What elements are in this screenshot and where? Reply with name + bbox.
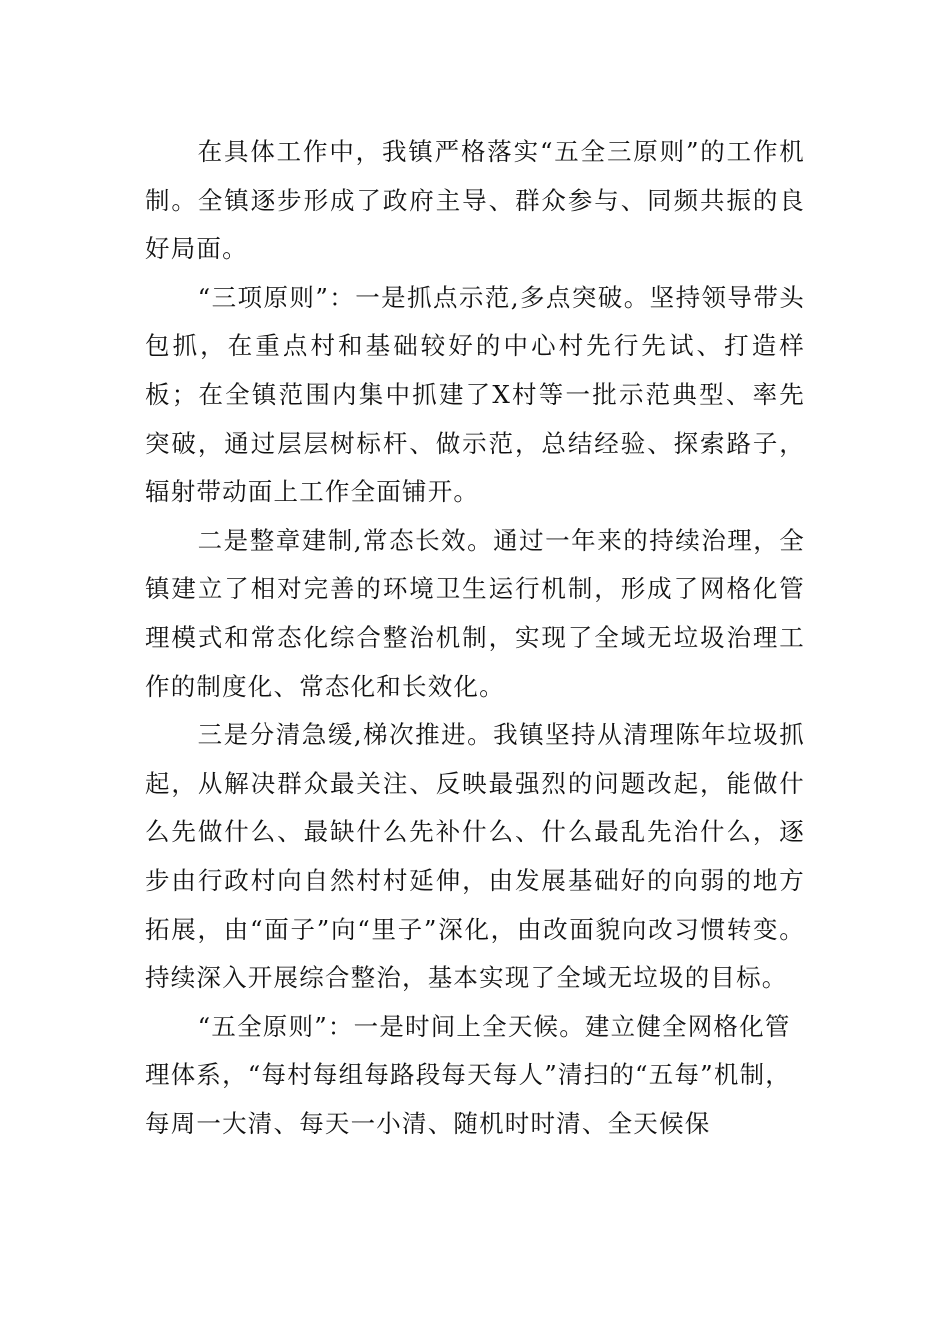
paragraph-work-mechanism: 在具体工作中，我镇严格落实“五全三原则”的工作机制。全镇逐步形成了政府主导、群众参与、同频共振的良好局面。 xyxy=(145,137,805,264)
paragraph-step-by-step: 三是分清急缓,梯次推进。我镇坚持从清理陈年垃圾抓起，从解决群众最关注、反映最强烈的问题改起，能做什么先做什么、最缺什么先补什么、什么最乱先治什么，逐步由行政村向自然村村延伸，由发展基础好的向弱的地方拓展，由“面子”向“里子”深化，由改面貌向改习惯转变。持续深入开展综合整治，基本实现了全域无垃圾的目标。 xyxy=(145,720,805,993)
document-body xyxy=(145,128,805,1148)
paragraph-institution-building: 二是整章建制,常态长效。通过一年来的持续治理，全镇建立了相对完善的环境卫生运行机制，形成了网格化管理模式和常态化综合整治机制，实现了全域无垃圾治理工作的制度化、常态化和长效化。 xyxy=(145,525,805,701)
paragraph-three-principles: “三项原则”：一是抓点示范,多点突破。坚持领导带头包抓，在重点村和基础较好的中心村先行先试、打造样板；在全镇范围内集中抓建了X村等一批示范典型、率先突破，通过层层树标杆、做示范，总结经验、探索路子，辐射带动面上工作全面铺开。 xyxy=(145,282,805,507)
paragraph-five-all-principles: “五全原则”：一是时间上全天候。建立健全网格化管理体系，“每村每组每路段每天每人”清扫的“五每”机制，每周一大清、每天一小清、随机时时清、全天候保 xyxy=(145,1011,791,1138)
